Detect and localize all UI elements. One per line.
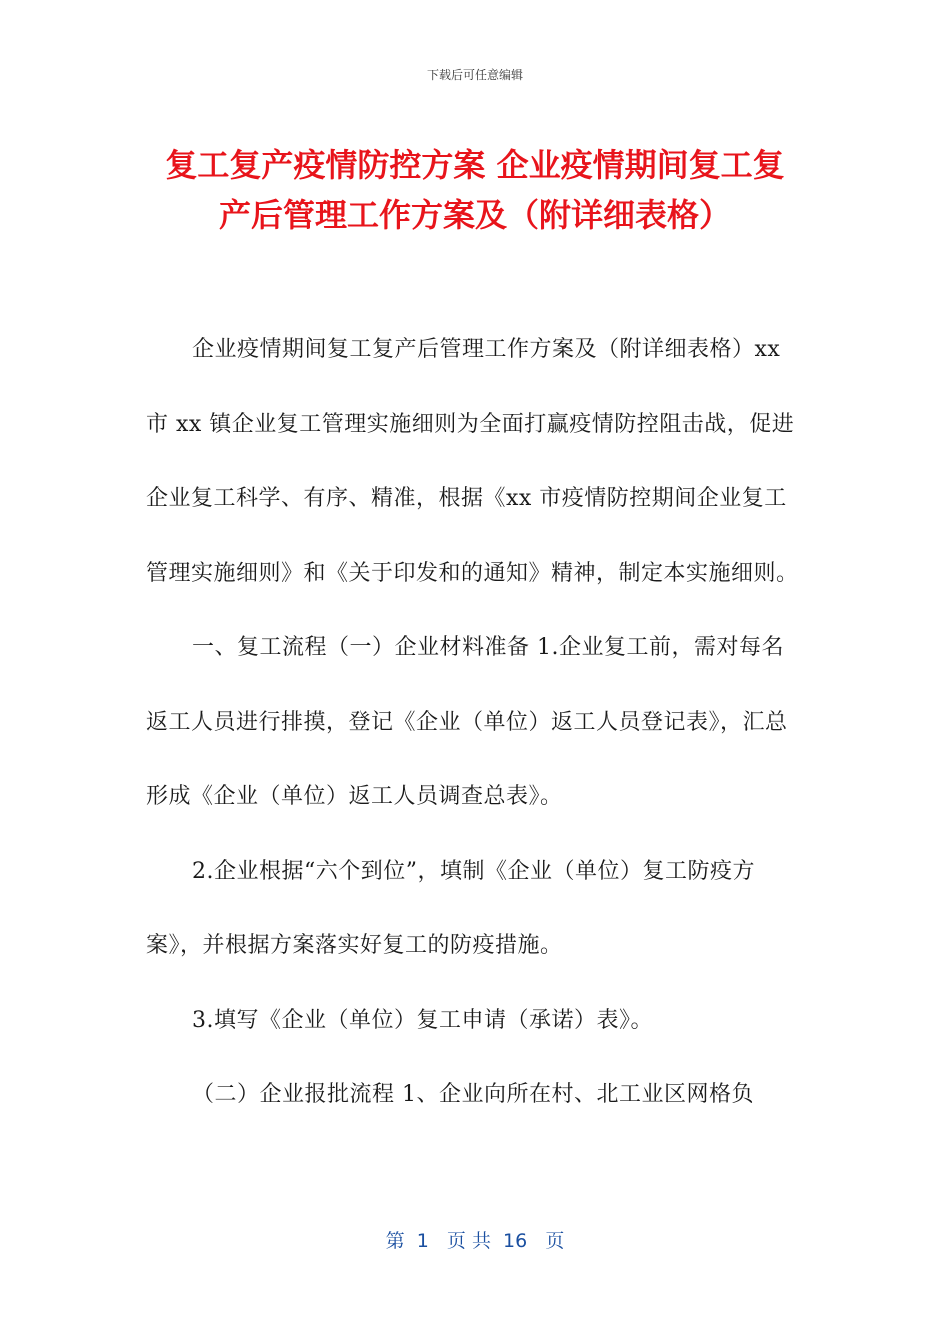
paragraph: 企业疫情期间复工复产后管理工作方案及（附详细表格）xx 市 xx 镇企业复工管理实施细则为全面打赢疫情防控阻击战，促进企业复工科学、有序、精准，根据《xx 市疫情防控期间企业复工管理实施细则》和《关于印发和的通知》精神，制定本实施细则。: [146, 337, 799, 586]
header-note: 下载后可任意编辑: [426, 68, 523, 82]
paragraph: 3.填写《企业（单位）复工申请（承诺）表》。: [192, 1007, 653, 1033]
title-line-1: 复工复产疫情防控方案 企业疫情期间复工复: [165, 146, 785, 184]
page-number-footer: 第 1 页 共 16 页: [385, 1230, 565, 1252]
document-title: [100, 140, 850, 240]
paragraph: （二）企业报批流程 1、企业向所在村、北工业区网格负: [192, 1082, 754, 1107]
paragraph: 一、复工流程（一）企业材料准备 1.企业复工前，需对每名返工人员进行排摸，登记《企业（单位）返工人员登记表》，汇总形成《企业（单位）返工人员调查总表》。: [146, 635, 788, 809]
document-body: [146, 313, 806, 1133]
title-line-2: 产后管理工作方案及（附详细表格）: [218, 196, 731, 234]
paragraph: 2.企业根据“六个到位”，填制《企业（单位）复工防疫方案》，并根据方案落实好复工的防疫措施。: [146, 858, 755, 958]
